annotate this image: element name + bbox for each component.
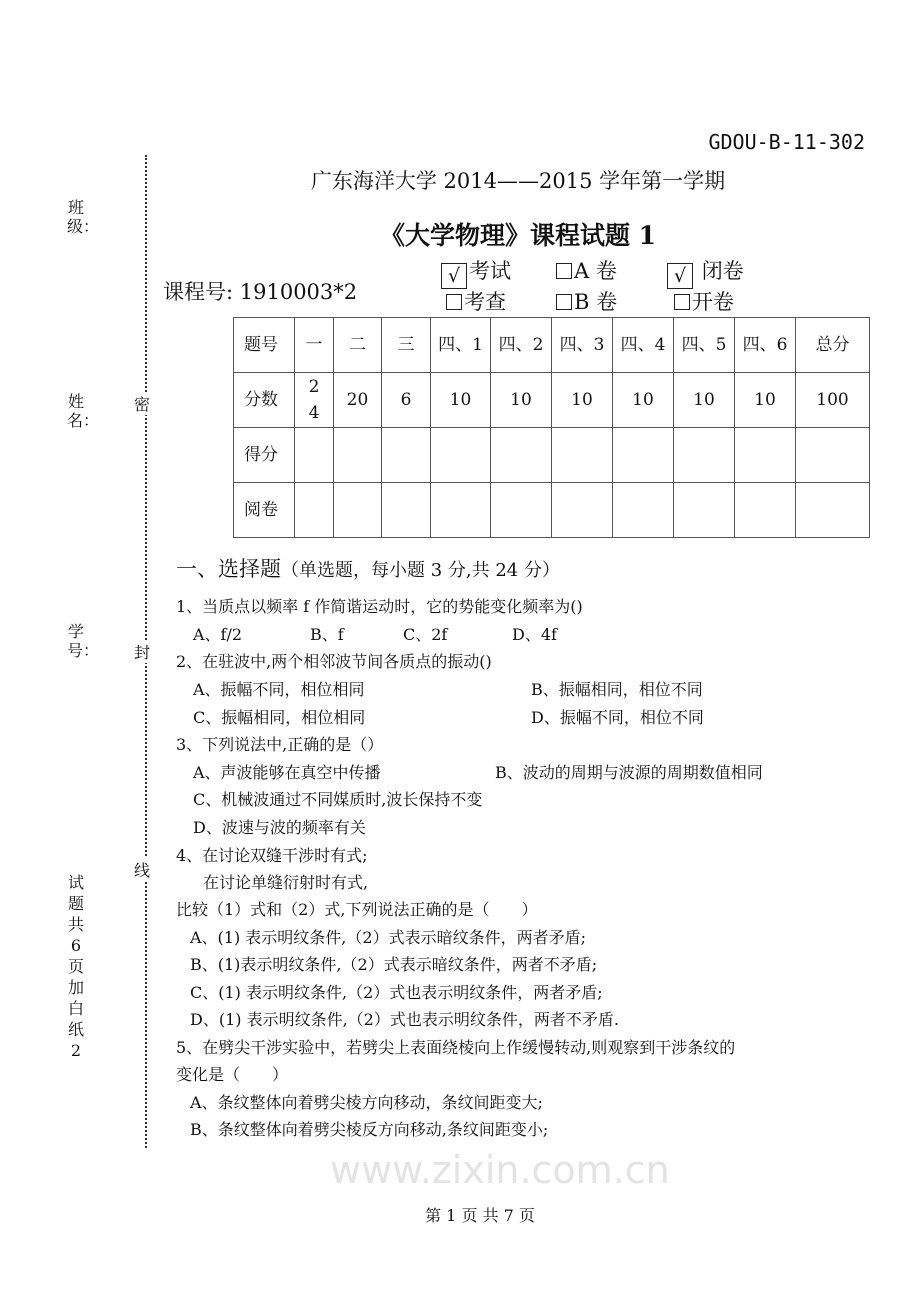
score-input-cell[interactable]: [382, 428, 431, 483]
option-4a: A、(1) 表示明纹条件,（2）式表示暗纹条件，两者矛盾;: [190, 928, 586, 947]
grader-cell[interactable]: [295, 483, 334, 538]
option-1d: D、4f: [512, 625, 557, 644]
table-row-points: [234, 373, 870, 428]
score-input-cell[interactable]: [295, 428, 334, 483]
column-header: 四、6: [735, 318, 796, 373]
course-title: 《大学物理》课程试题 1: [379, 221, 657, 250]
points-cell: 10: [431, 373, 491, 428]
points-cell: 10: [674, 373, 735, 428]
question-4-line2: 在讨论单缝衍射时有式,: [203, 873, 369, 892]
checkbox-checked[interactable]: √: [441, 263, 467, 289]
student-id-label: 学号：: [67, 622, 100, 660]
grader-cell[interactable]: [796, 483, 870, 538]
grader-cell[interactable]: [674, 483, 735, 538]
table-row-score: [234, 428, 870, 483]
points-cell: 10: [552, 373, 613, 428]
grader-cell[interactable]: [431, 483, 491, 538]
option-label: 闭卷: [701, 259, 744, 283]
checkbox-checked[interactable]: √: [667, 263, 693, 289]
points-cell: 10: [735, 373, 796, 428]
checkbox[interactable]: [446, 294, 462, 310]
column-header: 四、5: [674, 318, 735, 373]
score-table: [233, 317, 870, 538]
score-input-cell[interactable]: [613, 428, 674, 483]
option-1a: A、f/2: [193, 625, 243, 644]
grader-cell[interactable]: [491, 483, 552, 538]
row-header: 得分: [234, 428, 295, 483]
checkbox[interactable]: [556, 263, 572, 279]
column-header: 四、3: [552, 318, 613, 373]
document-code: GDOU-B-11-302: [708, 130, 865, 154]
option-1b: B、f: [310, 625, 344, 644]
score-input-cell[interactable]: [334, 428, 382, 483]
page-footer: 第 1 页 共 7 页: [425, 1206, 535, 1225]
points-cell: 6: [382, 373, 431, 428]
score-input-cell[interactable]: [796, 428, 870, 483]
option-3a: A、声波能够在真空中传播: [193, 763, 381, 782]
course-number: 课程号: 1910003*2: [163, 280, 358, 304]
option-paper-a[interactable]: [556, 257, 617, 285]
question-2: 2、在驻波中,两个相邻波节间各质点的振动(): [176, 652, 492, 671]
row-header: 题号: [234, 318, 295, 373]
option-open-book[interactable]: [674, 288, 734, 316]
pages-note: 试题共6 页 加白纸 2: [67, 873, 84, 1060]
column-header: 一: [295, 318, 334, 373]
column-header: 总分: [796, 318, 870, 373]
checkbox[interactable]: [674, 294, 690, 310]
points-cell: 10: [613, 373, 674, 428]
option-2a: A、振幅不同，相位相同: [193, 680, 365, 699]
name-label: 姓名：: [67, 392, 100, 430]
points-cell: 10: [491, 373, 552, 428]
score-input-cell[interactable]: [552, 428, 613, 483]
section-heading: [176, 553, 560, 583]
column-header: 四、2: [491, 318, 552, 373]
option-label: 考查: [464, 290, 506, 314]
question-1: 1、当质点以频率 f 作简谐运动时，它的势能变化频率为(): [176, 597, 583, 616]
column-header: 四、1: [431, 318, 491, 373]
grader-cell[interactable]: [334, 483, 382, 538]
checkbox[interactable]: [556, 294, 572, 310]
option-4c: C、(1) 表示明纹条件,（2）式也表示明纹条件，两者矛盾;: [190, 983, 603, 1002]
grader-cell[interactable]: [552, 483, 613, 538]
points-cell: 24: [295, 373, 334, 428]
seal-char-xian: 线: [134, 858, 150, 881]
option-exam[interactable]: [441, 257, 511, 285]
option-3b: B、波动的周期与波源的周期数值相同: [495, 763, 763, 782]
option-3d: D、波速与波的频率有关: [193, 818, 366, 837]
section-title: 一、选择题: [176, 557, 281, 581]
question-4-line3: 比较（1）式和（2）式,下列说法正确的是（ ）: [176, 900, 538, 919]
column-header: 二: [334, 318, 382, 373]
points-cell: 20: [334, 373, 382, 428]
option-paper-b[interactable]: [556, 288, 617, 316]
score-input-cell[interactable]: [491, 428, 552, 483]
row-header: 阅卷: [234, 483, 295, 538]
table-row-question-number: [234, 318, 870, 373]
option-label: 开卷: [692, 290, 734, 314]
option-4b: B、(1)表示明纹条件,（2）式表示暗纹条件，两者不矛盾;: [190, 955, 598, 974]
option-5a: A、条纹整体向着劈尖棱方向移动，条纹间距变大;: [190, 1093, 543, 1112]
option-label: A 卷: [574, 259, 617, 283]
question-5: 5、在劈尖干涉实验中，若劈尖上表面绕棱向上作缓慢转动,则观察到干涉条纹的: [176, 1038, 736, 1057]
university-line: 广东海洋大学 2014——2015 学年第一学期: [310, 169, 726, 193]
question-5-line2: 变化是（ ）: [176, 1065, 289, 1084]
option-closed-book[interactable]: [667, 257, 744, 285]
row-header: 分数: [234, 373, 295, 428]
points-cell: 100: [796, 373, 870, 428]
option-5b: B、条纹整体向着劈尖棱反方向移动,条纹间距变小;: [190, 1120, 549, 1139]
column-header: 三: [382, 318, 431, 373]
question-3: 3、下列说法中,正确的是（）: [176, 735, 384, 754]
question-4: 4、在讨论双缝干涉时有式;: [176, 846, 368, 865]
option-2b: B、振幅相同，相位不同: [531, 680, 703, 699]
option-label: B 卷: [574, 290, 618, 314]
class-label: 班级：: [67, 198, 100, 236]
option-label: 考试: [469, 259, 511, 283]
grader-cell[interactable]: [613, 483, 674, 538]
option-check[interactable]: [446, 288, 506, 316]
column-header: 四、4: [613, 318, 674, 373]
watermark: www.zixin.com.cn: [330, 1148, 670, 1192]
score-input-cell[interactable]: [674, 428, 735, 483]
option-2c: C、振幅相同，相位相同: [193, 708, 366, 727]
option-2d: D、振幅不同，相位不同: [531, 708, 704, 727]
score-input-cell[interactable]: [431, 428, 491, 483]
option-4d: D、(1) 表示明纹条件,（2）式也表示明纹条件，两者不矛盾.: [190, 1010, 619, 1029]
option-1c: C、2f: [403, 625, 448, 644]
score-input-cell[interactable]: [735, 428, 796, 483]
seal-char-feng: 封: [134, 640, 150, 663]
table-row-grader: [234, 483, 870, 538]
option-3c: C、机械波通过不同媒质时,波长保持不变: [193, 790, 483, 809]
seal-char-mi: 密: [134, 392, 150, 415]
section-note: （单选题，每小题 3 分,共 24 分）: [281, 560, 560, 581]
grader-cell[interactable]: [382, 483, 431, 538]
grader-cell[interactable]: [735, 483, 796, 538]
